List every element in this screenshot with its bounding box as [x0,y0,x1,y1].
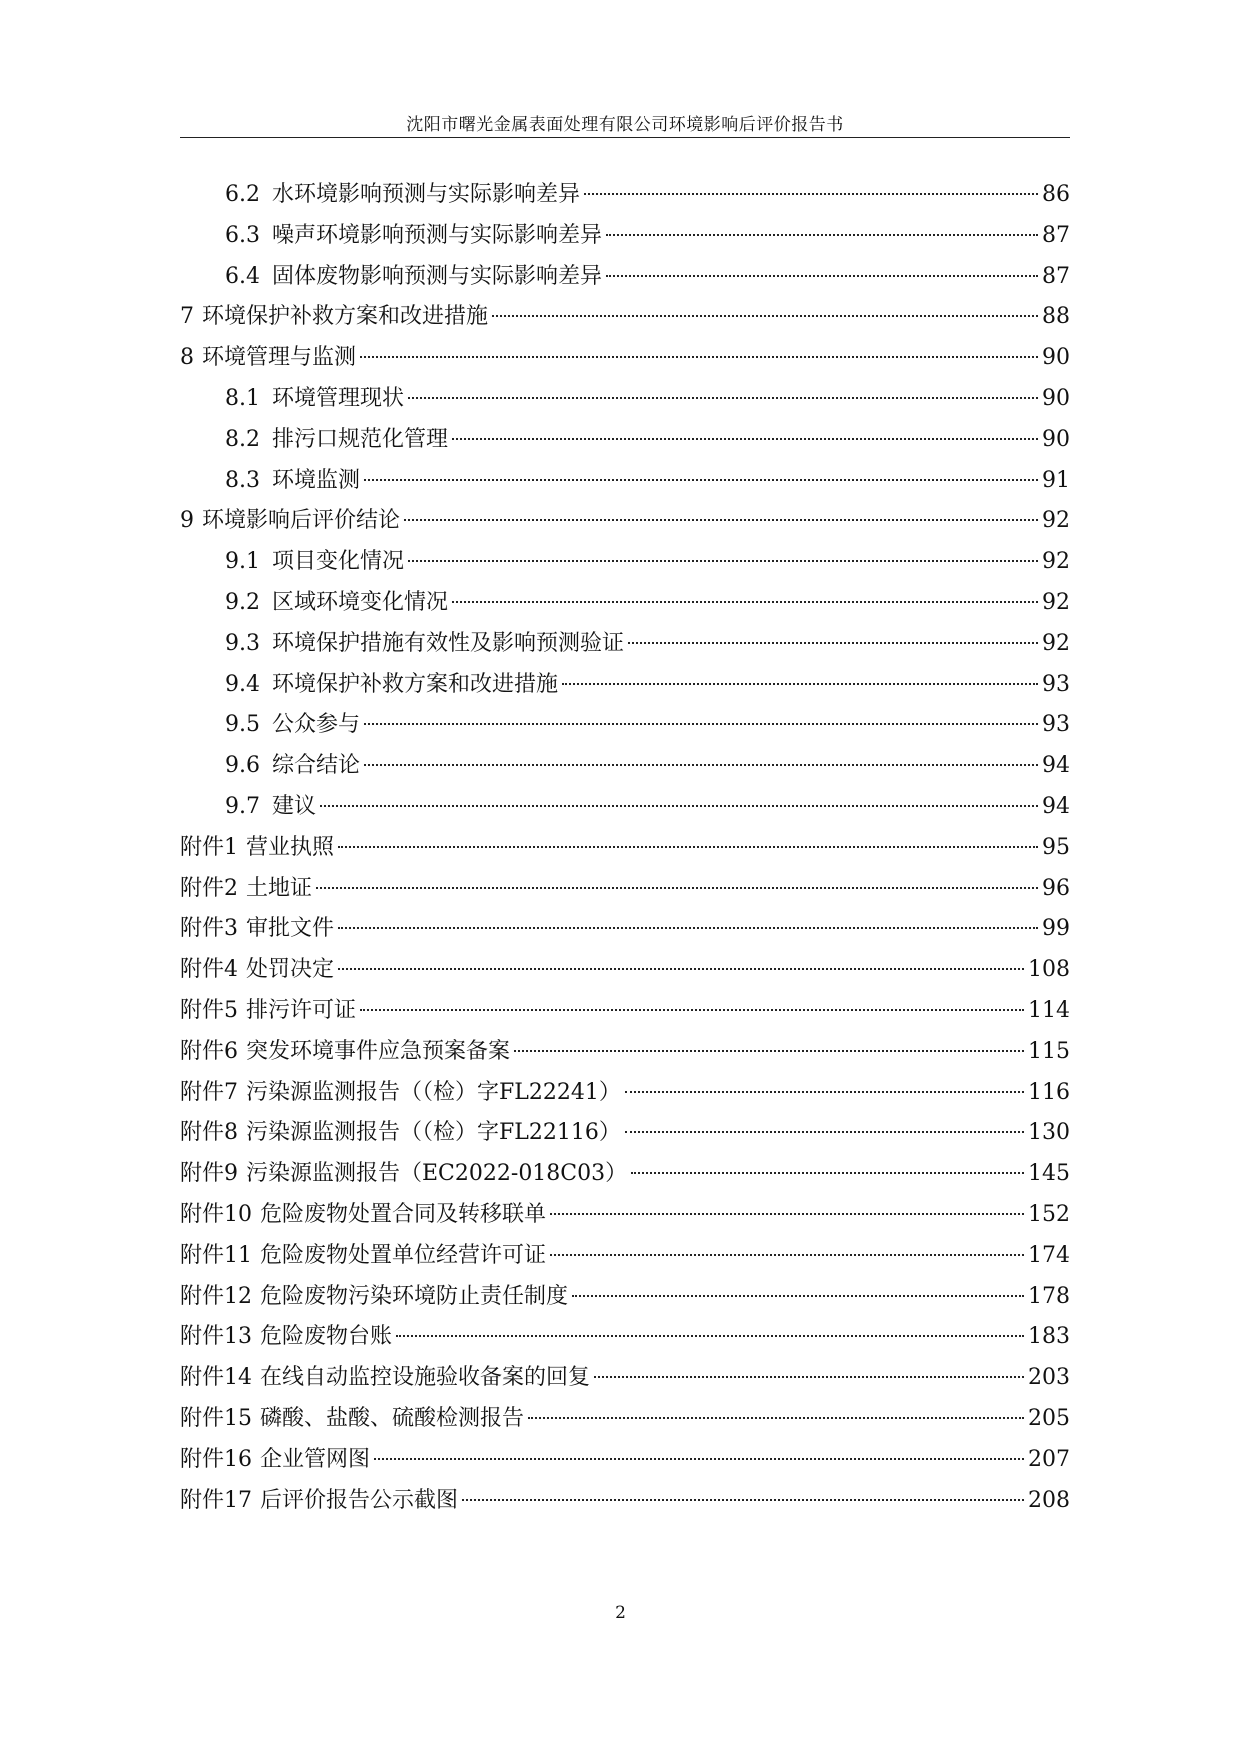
toc-entry-page: 115 [1028,1038,1070,1064]
toc-entry[interactable] [180,379,1070,420]
toc-entry-title: 审批文件 [246,916,335,942]
header-rule [180,137,1070,138]
toc-leader-dots [514,1050,1024,1052]
toc-entry[interactable] [180,1113,1070,1154]
toc-entry[interactable] [180,1195,1070,1236]
toc-leader-dots [404,519,1038,521]
toc-entry[interactable] [180,257,1070,298]
toc-entry-number: 8.2 [225,426,260,452]
toc-entry-page: 205 [1028,1405,1070,1431]
toc-leader-dots [338,927,1038,929]
toc-entry-title: 处罚决定 [246,957,335,983]
toc-entry-page: 207 [1028,1446,1070,1472]
toc-entry-title: 环境保护补救方案和改进措施 [202,304,489,330]
toc-entry-title: 环境管理现状 [272,385,405,411]
toc-entry[interactable] [180,542,1070,583]
toc-entry-title: 企业管网图 [260,1446,371,1472]
toc-entry-page: 90 [1042,385,1070,411]
toc-entry-title: 在线自动监控设施验收备案的回复 [260,1365,591,1391]
toc-entry[interactable] [180,828,1070,869]
toc-leader-dots [550,1213,1024,1215]
toc-leader-dots [606,275,1038,277]
toc-entry-title: 排污口规范化管理 [272,426,449,452]
toc-entry[interactable] [180,1317,1070,1358]
toc-entry-number: 9.6 [225,753,260,779]
toc-entry-number: 9.2 [225,589,260,615]
toc-entry[interactable] [180,175,1070,216]
toc-entry-number: 9.7 [225,793,260,819]
toc-entry[interactable] [180,1481,1070,1522]
toc-entry-title: 区域环境变化情况 [272,589,449,615]
toc-entry-page: 92 [1042,508,1070,534]
toc-entry[interactable] [180,1236,1070,1277]
toc-leader-dots [550,1254,1024,1256]
toc-entry[interactable] [180,1032,1070,1073]
toc-entry[interactable] [180,869,1070,910]
toc-entry-page: 87 [1042,222,1070,248]
toc-entry-number: 附件7 [180,1079,238,1105]
toc-entry-title: 环境影响后评价结论 [202,508,401,534]
toc-leader-dots [364,764,1038,766]
toc-leader-dots [584,193,1038,195]
toc-entry-number: 附件11 [180,1242,252,1268]
toc-entry-number: 附件10 [180,1201,252,1227]
toc-entry-title: 污染源监测报告（（检）字FL22116） [246,1120,621,1146]
toc-leader-dots [528,1417,1024,1419]
toc-leader-dots [316,887,1038,889]
toc-leader-dots [625,1131,1024,1133]
toc-entry-page: 116 [1028,1079,1070,1105]
toc-entry-title: 危险废物污染环境防止责任制度 [260,1283,569,1309]
toc-leader-dots [408,397,1038,399]
toc-entry-page: 92 [1042,630,1070,656]
toc-entry-title: 污染源监测报告（EC2022-018C03） [246,1161,628,1187]
toc-entry-number: 附件4 [180,957,238,983]
toc-entry-title: 环境管理与监测 [202,345,357,371]
table-of-contents [180,175,1070,1521]
toc-entry[interactable] [180,909,1070,950]
toc-entry-number: 9.4 [225,671,260,697]
toc-entry[interactable] [180,583,1070,624]
toc-entry-number: 附件14 [180,1365,252,1391]
toc-entry-number: 6.3 [225,222,260,248]
toc-leader-dots [338,846,1038,848]
toc-entry-page: 152 [1028,1201,1070,1227]
toc-entry[interactable] [180,216,1070,257]
toc-leader-dots [374,1458,1024,1460]
toc-entry-title: 综合结论 [272,753,361,779]
toc-entry[interactable] [180,297,1070,338]
toc-leader-dots [364,479,1038,481]
toc-entry-title: 固体废物影响预测与实际影响差异 [272,263,603,289]
toc-entry-number: 附件12 [180,1283,252,1309]
toc-entry-title: 营业执照 [246,834,335,860]
toc-entry-page: 90 [1042,345,1070,371]
toc-entry[interactable] [180,665,1070,706]
toc-leader-dots [360,356,1038,358]
toc-entry[interactable] [180,461,1070,502]
toc-entry[interactable] [180,1358,1070,1399]
toc-entry-number: 附件13 [180,1324,252,1350]
toc-entry-title: 突发环境事件应急预案备案 [246,1038,511,1064]
toc-entry-page: 96 [1042,875,1070,901]
toc-entry[interactable] [180,624,1070,665]
toc-entry-title: 项目变化情况 [272,549,405,575]
toc-entry-page: 86 [1042,182,1070,207]
page-number: 2 [615,1603,626,1623]
toc-leader-dots [408,560,1038,562]
toc-leader-dots [360,1009,1024,1011]
toc-entry-number: 附件9 [180,1161,238,1187]
toc-entry-number: 附件2 [180,875,238,901]
toc-entry-number: 附件16 [180,1446,252,1472]
toc-entry-page: 178 [1028,1283,1070,1309]
toc-leader-dots [320,805,1038,807]
toc-entry-page: 90 [1042,426,1070,452]
toc-leader-dots [594,1376,1024,1378]
toc-entry-page: 183 [1028,1324,1070,1350]
toc-entry-page: 87 [1042,263,1070,289]
toc-entry[interactable] [180,746,1070,787]
toc-entry-title: 磷酸、盐酸、硫酸检测报告 [260,1405,525,1431]
toc-entry[interactable] [180,705,1070,746]
toc-leader-dots [625,1091,1024,1093]
toc-entry-page: 174 [1028,1242,1070,1268]
toc-entry-page: 95 [1042,834,1070,860]
toc-leader-dots [631,1172,1024,1174]
toc-entry-number: 6.4 [225,263,260,289]
toc-entry-title: 建议 [272,793,317,819]
toc-entry-page: 99 [1042,916,1070,942]
toc-leader-dots [452,438,1038,440]
toc-entry-title: 噪声环境影响预测与实际影响差异 [272,222,603,248]
toc-entry-page: 93 [1042,671,1070,697]
toc-entry-title: 危险废物台账 [260,1324,393,1350]
toc-entry[interactable] [180,1154,1070,1195]
toc-entry-page: 91 [1042,467,1070,493]
toc-entry-title: 排污许可证 [246,997,357,1023]
toc-leader-dots [572,1295,1024,1297]
toc-entry[interactable] [180,991,1070,1032]
toc-entry-title: 危险废物处置合同及转移联单 [260,1201,547,1227]
toc-entry-title: 危险废物处置单位经营许可证 [260,1242,547,1268]
toc-entry-number: 9.3 [225,630,260,656]
toc-entry[interactable] [180,1073,1070,1114]
toc-leader-dots [452,601,1038,603]
toc-entry-number: 8.3 [225,467,260,493]
toc-entry-number: 7 [180,304,194,330]
toc-entry[interactable] [180,950,1070,991]
toc-entry-page: 114 [1028,997,1070,1023]
toc-entry-number: 附件5 [180,997,238,1023]
toc-leader-dots [606,234,1038,236]
toc-entry-page: 88 [1042,304,1070,330]
toc-entry-page: 94 [1042,793,1070,819]
toc-entry-number: 附件15 [180,1405,252,1431]
toc-entry-title: 环境监测 [272,467,361,493]
toc-entry-title: 环境保护措施有效性及影响预测验证 [272,630,625,656]
toc-entry-number: 8 [180,345,194,371]
page-header-title: 沈阳市曙光金属表面处理有限公司环境影响后评价报告书 [406,115,844,135]
toc-leader-dots [364,723,1038,725]
toc-entry-number: 附件17 [180,1487,252,1513]
toc-leader-dots [628,642,1038,644]
toc-entry-page: 92 [1042,589,1070,615]
toc-leader-dots [492,315,1038,317]
toc-entry[interactable] [180,1399,1070,1440]
toc-entry-number: 8.1 [225,385,260,411]
toc-entry-title: 水环境影响预测与实际影响差异 [272,182,581,207]
toc-entry-number: 附件8 [180,1120,238,1146]
toc-entry[interactable] [180,420,1070,461]
toc-entry-title: 环境保护补救方案和改进措施 [272,671,559,697]
toc-entry-page: 130 [1028,1120,1070,1146]
toc-entry-page: 208 [1028,1487,1070,1513]
toc-leader-dots [562,683,1038,685]
toc-entry[interactable] [180,501,1070,542]
toc-leader-dots [396,1335,1024,1337]
toc-entry-number: 附件1 [180,834,238,860]
toc-entry[interactable] [180,1277,1070,1318]
toc-entry-title: 土地证 [246,875,313,901]
toc-entry-number: 附件6 [180,1038,238,1064]
toc-leader-dots [338,968,1024,970]
toc-entry-page: 93 [1042,712,1070,738]
toc-entry-page: 108 [1028,957,1070,983]
toc-entry-page: 94 [1042,753,1070,779]
toc-entry-number: 9.5 [225,712,260,738]
toc-entry-title: 后评价报告公示截图 [260,1487,459,1513]
toc-entry-number: 附件3 [180,916,238,942]
toc-entry[interactable] [180,338,1070,379]
toc-leader-dots [462,1499,1024,1501]
toc-entry-number: 6.2 [225,182,260,207]
toc-entry[interactable] [180,1440,1070,1481]
toc-entry-title: 公众参与 [272,712,361,738]
toc-entry-number: 9.1 [225,549,260,575]
toc-entry-page: 92 [1042,549,1070,575]
toc-entry-number: 9 [180,508,194,534]
toc-entry-page: 145 [1028,1161,1070,1187]
toc-entry-title: 污染源监测报告（（检）字FL22241） [246,1079,621,1105]
toc-entry-page: 203 [1028,1365,1070,1391]
toc-entry[interactable] [180,787,1070,828]
